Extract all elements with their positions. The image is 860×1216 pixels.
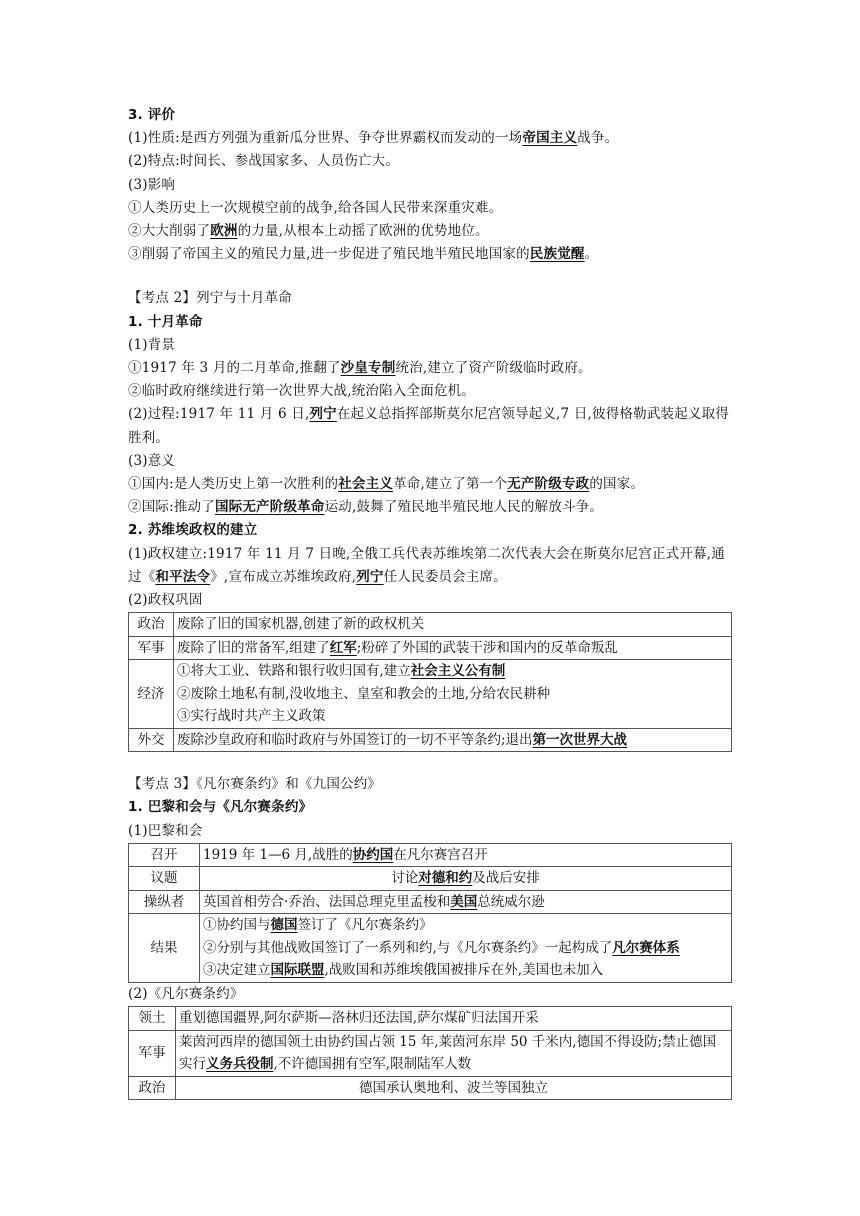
- row-key: 领土: [129, 1007, 176, 1031]
- subheading: 2. 苏维埃政权的建立: [128, 522, 258, 539]
- section-heading-evaluation: 3. 评价: [128, 107, 176, 123]
- background-label: (1)背景: [128, 336, 176, 353]
- table-row: [129, 1030, 732, 1076]
- key-term: 第一次世界大战: [532, 731, 628, 748]
- impact-item: ②大大削弱了欧洲的力量,从根本上动摇了欧洲的优势地位。: [128, 223, 489, 240]
- impact-item: ①人类历史上一次规模空前的战争,给各国人民带来深重灾难。: [128, 199, 503, 216]
- versailles-treaty-label: (2)《凡尔赛条约》: [128, 985, 244, 1002]
- row-value: 英国首相劳合·乔治、法国总理克里孟梭和美国总统威尔逊: [200, 890, 732, 914]
- row-value: ①协约国与德国签订了《凡尔赛条约》 ②分别与其他战败国签订了一系列和约,与《凡尔赛条约》一起构成了凡尔赛体系 ③决定建立国际联盟,战败国和苏维埃俄国被排斥在外,美国也未加入: [200, 914, 732, 983]
- table-row: [129, 660, 732, 729]
- key-point-title: 【考点 3】《凡尔赛条约》和《九国公约》: [128, 776, 382, 793]
- key-term: 沙皇专制: [340, 360, 396, 377]
- key-term: 欧洲: [210, 223, 238, 240]
- impact-item: ③削弱了帝国主义的殖民力量,进一步促进了殖民地半殖民地国家的民族觉醒。: [128, 246, 599, 263]
- key-term: 国际联盟: [270, 962, 325, 979]
- paris-conference-label: (1)巴黎和会: [128, 822, 203, 839]
- feature-line: (2)特点:时间长、参战国家多、人员伤亡大。: [128, 153, 400, 170]
- row-value: 重划德国疆界,阿尔萨斯—洛林归还法国,萨尔煤矿归法国开采: [176, 1007, 732, 1031]
- row-key: 外交: [129, 728, 174, 752]
- row-value: 废除了旧的常备军,组建了红军;粉碎了外国的武装干涉和国内的反革命叛乱: [174, 636, 732, 660]
- table-row: [129, 1007, 732, 1031]
- subheading: 1. 巴黎和会与《凡尔赛条约》: [128, 799, 313, 816]
- paris-conference-table: [128, 843, 732, 983]
- key-term: 美国: [450, 893, 478, 910]
- nature-line: (1)性质:是西方列强为重新瓜分世界、争夺世界霸权而发动的一场帝国主义战争。: [128, 130, 619, 147]
- row-value: 德国承认奥地利、波兰等国独立: [176, 1076, 732, 1100]
- table-row: [129, 867, 732, 891]
- versailles-treaty-table: [128, 1006, 732, 1100]
- key-term: 无产阶级专政: [507, 476, 590, 493]
- key-term: 德国: [270, 917, 298, 934]
- row-key: 经济: [129, 660, 174, 729]
- row-key: 议题: [129, 867, 200, 891]
- significance-label: (3)意义: [128, 452, 176, 469]
- key-term: 和平法令: [155, 568, 211, 585]
- key-term: 列宁: [356, 568, 384, 585]
- key-term: 对德和约: [418, 870, 473, 887]
- row-key: 召开: [129, 843, 200, 867]
- table-row: [129, 843, 732, 867]
- key-term: 国际无产阶级革命: [214, 499, 325, 516]
- row-key: 操纵者: [129, 890, 200, 914]
- row-key: 结果: [129, 914, 200, 983]
- row-value: 莱茵河西岸的德国领土由协约国占领 15 年,莱茵河东岸 50 千米内,德国不得设防;禁止德国实行义务兵役制,不许德国拥有空军,限制陆军人数: [176, 1030, 732, 1076]
- key-term: 红军: [329, 639, 357, 656]
- key-term: 社会主义: [338, 476, 394, 493]
- row-value: ①将大工业、铁路和银行收归国有,建立社会主义公有制 ②废除土地私有制,没收地主、皇室和教会的土地,分给农民耕种 ③实行战时共产主义政策: [174, 660, 732, 729]
- row-key: 军事: [129, 1030, 176, 1076]
- key-point-title: 【考点 2】列宁与十月革命: [128, 290, 292, 307]
- significance-item: ①国内:是人类历史上第一次胜利的社会主义革命,建立了第一个无产阶级专政的国家。: [128, 476, 645, 493]
- significance-item: ②国际:推动了国际无产阶级革命运动,鼓舞了殖民地半殖民地人民的解放斗争。: [128, 499, 604, 516]
- key-term: 义务兵役制: [206, 1056, 274, 1073]
- consolidation-table: [128, 612, 732, 752]
- background-item: ①1917 年 3 月的二月革命,推翻了沙皇专制统治,建立了资产阶级临时政府。: [128, 360, 592, 377]
- key-term: 帝国主义: [522, 130, 578, 147]
- consolidation-label: (2)政权巩固: [128, 592, 203, 609]
- document-page: [128, 104, 732, 1100]
- key-term: 凡尔赛体系: [612, 939, 680, 956]
- row-value: 1919 年 1—6 月,战胜的协约国在凡尔赛宫召开: [200, 843, 732, 867]
- subheading: 1. 十月革命: [128, 313, 203, 330]
- table-row: [129, 613, 732, 637]
- establishment-paragraph: (1)政权建立:1917 年 11 月 7 日晚,全俄工兵代表苏维埃第二次代表大会在斯莫尔尼宫正式开幕,通过《和平法令》,宣布成立苏维埃政府,列宁任人民委员会主席。: [128, 545, 725, 585]
- row-value: 讨论对德和约及战后安排: [200, 867, 732, 891]
- key-term: 协约国: [352, 846, 394, 863]
- table-row: [129, 636, 732, 660]
- impact-label: (3)影响: [128, 176, 176, 193]
- table-row: [129, 728, 732, 752]
- table-row: [129, 890, 732, 914]
- row-value: 废除沙皇政府和临时政府与外国签订的一切不平等条约;退出第一次世界大战: [174, 728, 732, 752]
- key-term: 列宁: [309, 406, 337, 423]
- row-key: 政治: [129, 613, 174, 637]
- row-key: 军事: [129, 636, 174, 660]
- table-row: [129, 914, 732, 983]
- key-term: 社会主义公有制: [410, 663, 506, 680]
- table-row: [129, 1076, 732, 1100]
- process-paragraph: (2)过程:1917 年 11 月 6 日,列宁在起义总指挥部斯莫尔尼宫领导起义,7 日,彼得格勒武装起义取得胜利。: [128, 406, 730, 446]
- row-key: 政治: [129, 1076, 176, 1100]
- row-value: 废除了旧的国家机器,创建了新的政权机关: [174, 613, 732, 637]
- key-term: 民族觉醒: [529, 246, 585, 263]
- background-item: ②临时政府继续进行第一次世界大战,统治陷入全面危机。: [128, 383, 475, 400]
